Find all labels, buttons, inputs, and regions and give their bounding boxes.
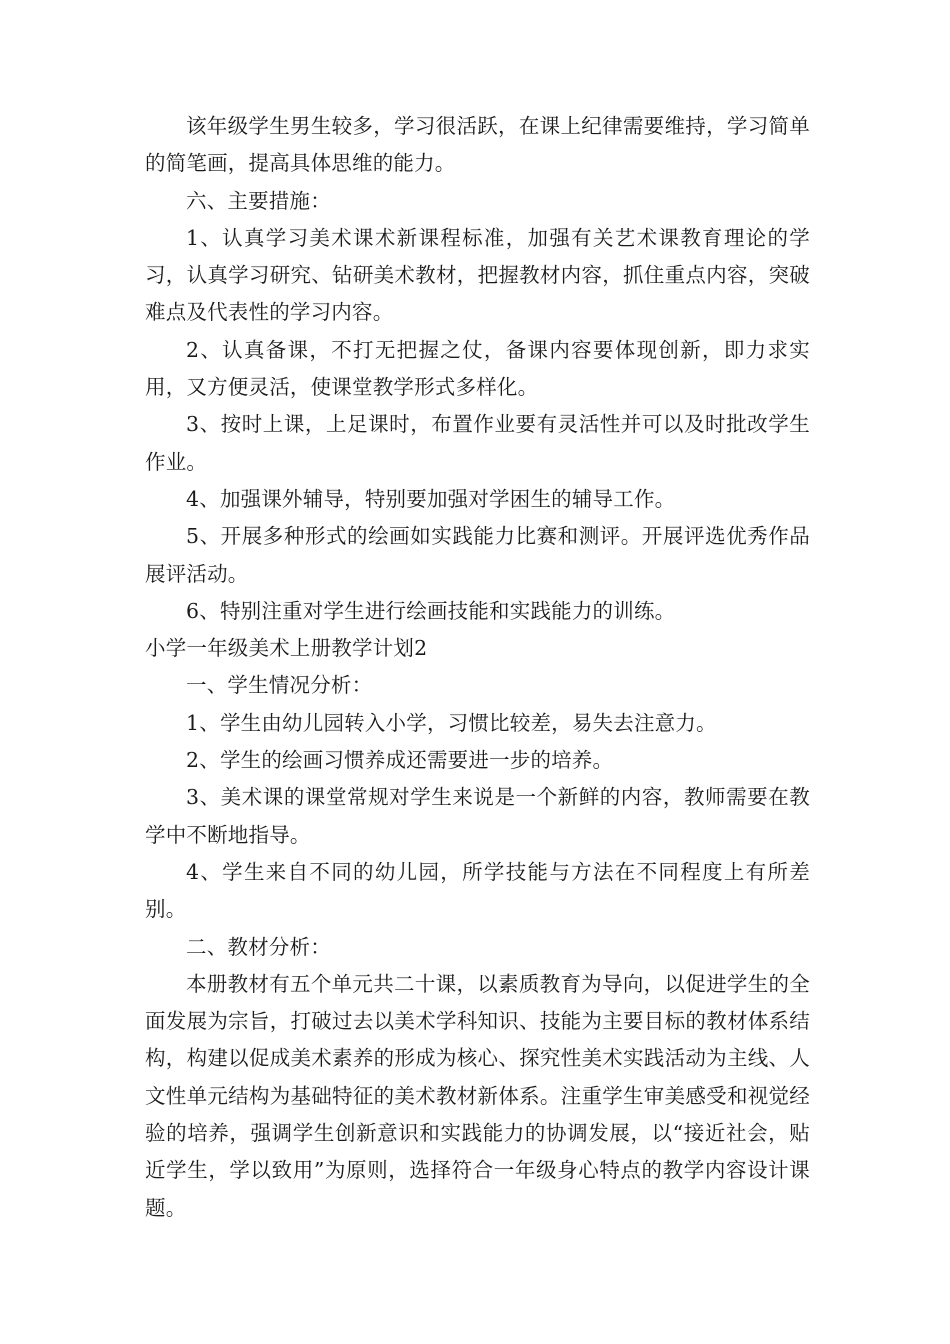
document-body bbox=[145, 108, 810, 1227]
analysis-item-4: 4、学生来自不同的幼儿园，所学技能与方法在不同程度上有所差别。 bbox=[145, 859, 810, 922]
measure-item-2: 2、认真备课，不打无把握之仗，备课内容要体现创新，即力求实用，又方便灵活，使课堂教学形式多样化。 bbox=[145, 337, 810, 400]
analysis-item-1: 1、学生由幼儿园转入小学，习惯比较差，易失去注意力。 bbox=[186, 710, 717, 735]
section-heading-student-analysis: 一、学生情况分析： bbox=[186, 673, 373, 698]
measure-item-5: 5、开展多种形式的绘画如实践能力比赛和测评。开展评选优秀作品展评活动。 bbox=[145, 524, 810, 586]
measure-item-1: 1、认真学习美术课术新课程标准，加强有关艺术课教育理论的学习，认真学习研究、钻研美术教材，把握教材内容，抓住重点内容，突破难点及代表性的学习内容。 bbox=[145, 225, 810, 325]
measure-item-3: 3、按时上课，上足课时，布置作业要有灵活性并可以及时批改学生作业。 bbox=[145, 412, 810, 474]
paragraph-class-description: 该年级学生男生较多，学习很活跃，在课上纪律需要维持，学习简单的简笔画，提高具体思维的能力。 bbox=[145, 114, 810, 176]
measure-item-6: 6、特别注重对学生进行绘画技能和实践能力的训练。 bbox=[186, 598, 676, 623]
analysis-item-3: 3、美术课的课堂常规对学生来说是一个新鲜的内容，教师需要在教学中不断地指导。 bbox=[145, 785, 810, 847]
document-title-plan-2: 小学一年级美术上册教学计划2 bbox=[145, 636, 428, 661]
paragraph-textbook-description: 本册教材有五个单元共二十课，以素质教育为导向，以促进学生的全面发展为宗旨，打破过去以美术学科知识、技能为主要目标的教材体系结构，构建以促成美术素养的形成为核心、探究性美术实践活动为主线、人文性单元结构为基础特征的美术教材新体系。注重学生审美感受和视觉经验的培养，强调学生创新意识和实践能力的协调发展，以“接近社会，贴近学生，学以致用”为原则，选择符合一年级身心特点的教学内容设计课题。 bbox=[145, 971, 810, 1220]
section-heading-textbook-analysis: 二、教材分析： bbox=[186, 934, 331, 959]
section-heading-main-measures: 六、主要措施： bbox=[186, 188, 331, 213]
analysis-item-2: 2、学生的绘画习惯养成还需要进一步的培养。 bbox=[186, 748, 614, 773]
measure-item-4: 4、加强课外辅导，特别要加强对学困生的辅导工作。 bbox=[186, 486, 676, 511]
